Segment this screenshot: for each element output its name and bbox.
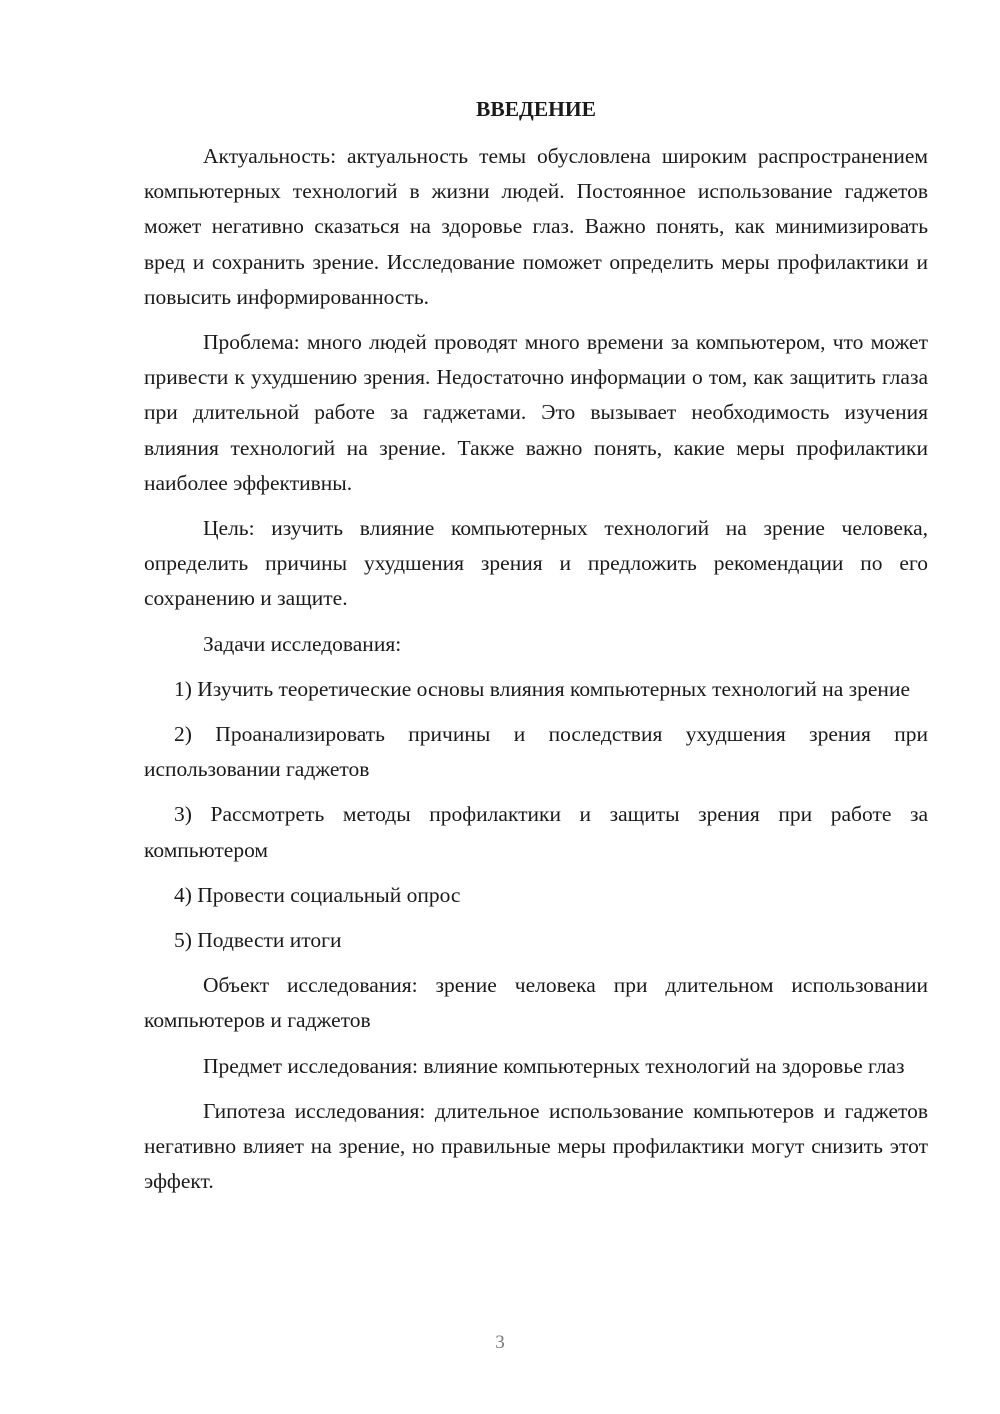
- task-item-3: 3) Рассмотреть методы профилактики и защиты зрения при работе за компьютером: [144, 802, 928, 862]
- paragraph-subject: Предмет исследования: влияние компьютерных технологий на здоровье глаз: [203, 1053, 905, 1078]
- task-item-5: 5) Подвести итоги: [174, 928, 342, 953]
- document-page: [144, 92, 928, 1209]
- paragraph-problem: Проблема: много людей проводят много времени за компьютером, что может привести к ухудшению зрения. Недостаточно информации о том, как защитить глаза при длительной работе за гаджетами. Это вызывает необходимость изучения влияния технологий на зрение. Также важно понять, какие меры профилактики наиболее эффективны.: [144, 330, 928, 495]
- tasks-heading: Задачи исследования:: [203, 631, 402, 656]
- page-title: ВВЕДЕНИЕ: [476, 97, 596, 121]
- paragraph-object: Объект исследования: зрение человека при длительном использовании компьютеров и гаджетов: [144, 973, 928, 1033]
- paragraph-hypothesis: Гипотеза исследования: длительное использование компьютеров и гаджетов негативно влияет на зрение, но правильные меры профилактики могут снизить этот эффект.: [144, 1098, 928, 1194]
- page-number: 3: [495, 1332, 505, 1353]
- paragraph-goal: Цель: изучить влияние компьютерных технологий на зрение человека, определить причины ухудшения зрения и предложить рекомендации по его сохранению и защите.: [144, 516, 928, 611]
- task-item-1: 1) Изучить теоретические основы влияния компьютерных технологий на зрение: [174, 676, 910, 701]
- paragraph-relevance: Актуальность: актуальность темы обусловлена широким распространением компьютерных технологий в жизни людей. Постоянное использование гаджетов может негативно сказаться на здоровье глаз. Важно понять, как минимизировать вред и сохранить зрение. Исследование поможет определить меры профилактики и повысить информированность.: [144, 144, 928, 309]
- task-item-2: 2) Проанализировать причины и последствия ухудшения зрения при использовании гаджетов: [144, 722, 928, 782]
- task-item-4: 4) Провести социальный опрос: [174, 882, 461, 907]
